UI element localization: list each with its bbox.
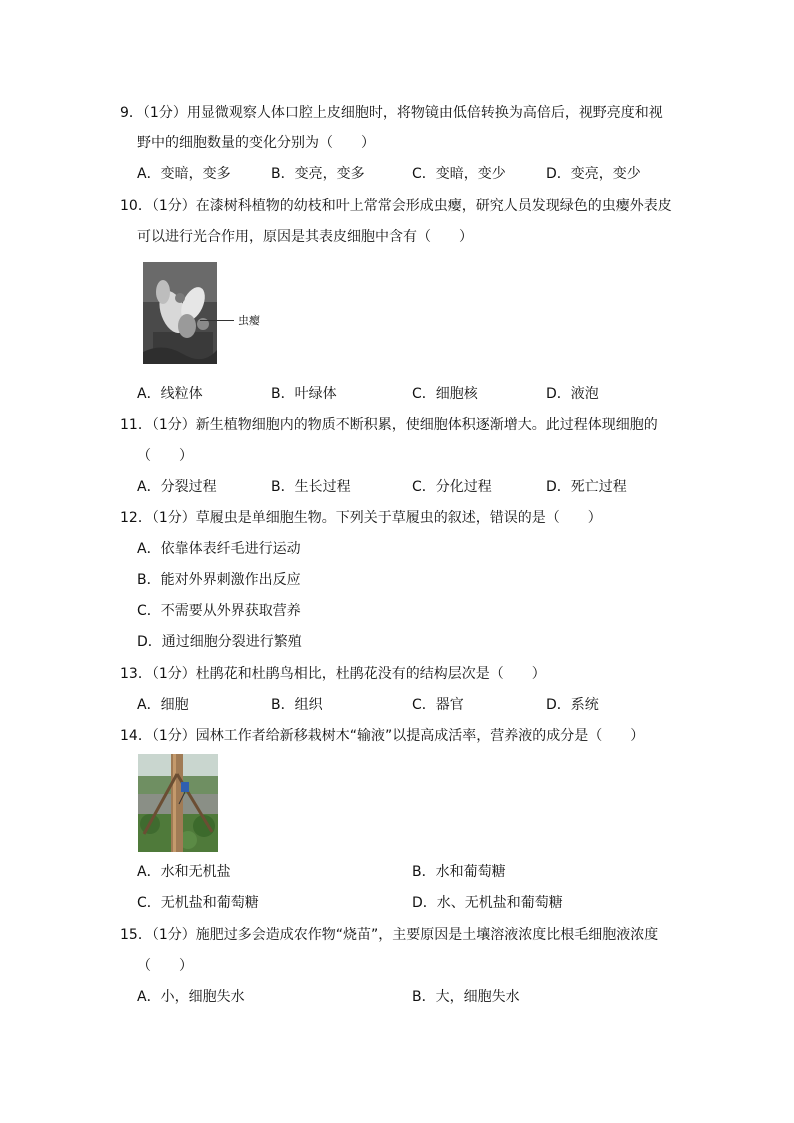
q9-option-c: C．变暗，变少 bbox=[412, 166, 506, 182]
q13-option-b: B．组织 bbox=[271, 697, 323, 713]
gall-figure-label: 虫瘿 bbox=[238, 314, 260, 327]
q15-stem-line1: 15．（1分）施肥过多会造成农作物“烧苗”，主要原因是土壤溶液浓度比根毛细胞液浓度 bbox=[120, 927, 659, 943]
q13-option-a: A．细胞 bbox=[137, 697, 189, 713]
q15-option-b: B．大，细胞失水 bbox=[412, 989, 520, 1005]
q9-option-d: D．变亮，变少 bbox=[546, 166, 641, 182]
q10-option-c: C．细胞核 bbox=[412, 386, 478, 402]
q12-option-a: A．依靠体表纤毛进行运动 bbox=[137, 541, 301, 557]
gall-pointer-line bbox=[200, 320, 234, 321]
q12-stem-line1: 12．（1分）草履虫是单细胞生物。下列关于草履虫的叙述，错误的是（ ） bbox=[120, 510, 602, 526]
q10-option-a: A．线粒体 bbox=[137, 386, 203, 402]
q11-option-b: B．生长过程 bbox=[271, 479, 351, 495]
q11-option-a: A．分裂过程 bbox=[137, 479, 217, 495]
q9-option-b: B．变亮，变多 bbox=[271, 166, 365, 182]
q14-option-c: C．无机盐和葡萄糖 bbox=[137, 895, 259, 911]
q10-stem-line2: 可以进行光合作用，原因是其表皮细胞中含有（ ） bbox=[137, 229, 473, 245]
q10-option-d: D．液泡 bbox=[546, 386, 599, 402]
q9-stem-line1: 9．（1分）用显微观察人体口腔上皮细胞时，将物镜由低倍转换为高倍后，视野亮度和视 bbox=[120, 105, 663, 121]
q9-stem-line2: 野中的细胞数量的变化分别为（ ） bbox=[137, 135, 375, 151]
q11-option-c: C．分化过程 bbox=[412, 479, 492, 495]
q13-option-c: C．器官 bbox=[412, 697, 464, 713]
gall-photo bbox=[143, 262, 217, 364]
q12-option-d: D．通过细胞分裂进行繁殖 bbox=[137, 634, 302, 650]
q9-option-a: A．变暗，变多 bbox=[137, 166, 231, 182]
q14-option-b: B．水和葡萄糖 bbox=[412, 864, 506, 880]
q11-stem-line1: 11．（1分）新生植物细胞内的物质不断积累，使细胞体积逐渐增大。此过程体现细胞的 bbox=[120, 417, 658, 433]
q11-stem-line2: （ ） bbox=[137, 448, 193, 464]
q10-stem-line1: 10．（1分）在漆树科植物的幼枝和叶上常常会形成虫瘿，研究人员发现绿色的虫瘿外表皮 bbox=[120, 198, 672, 214]
q13-stem-line1: 13．（1分）杜鹃花和杜鹃鸟相比，杜鹃花没有的结构层次是（ ） bbox=[120, 666, 546, 682]
tree-infusion-photo bbox=[138, 754, 218, 852]
q14-option-a: A．水和无机盐 bbox=[137, 864, 231, 880]
q13-option-d: D．系统 bbox=[546, 697, 599, 713]
q14-option-d: D．水、无机盐和葡萄糖 bbox=[412, 895, 563, 911]
q11-option-d: D．死亡过程 bbox=[546, 479, 627, 495]
q14-stem-line1: 14．（1分）园林工作者给新移栽树木“输液”以提高成活率，营养液的成分是（ ） bbox=[120, 728, 645, 744]
q12-option-b: B．能对外界刺激作出反应 bbox=[137, 572, 301, 588]
q15-stem-line2: （ ） bbox=[137, 958, 193, 974]
q15-option-a: A．小，细胞失水 bbox=[137, 989, 245, 1005]
q12-option-c: C．不需要从外界获取营养 bbox=[137, 603, 301, 619]
q10-option-b: B．叶绿体 bbox=[271, 386, 337, 402]
